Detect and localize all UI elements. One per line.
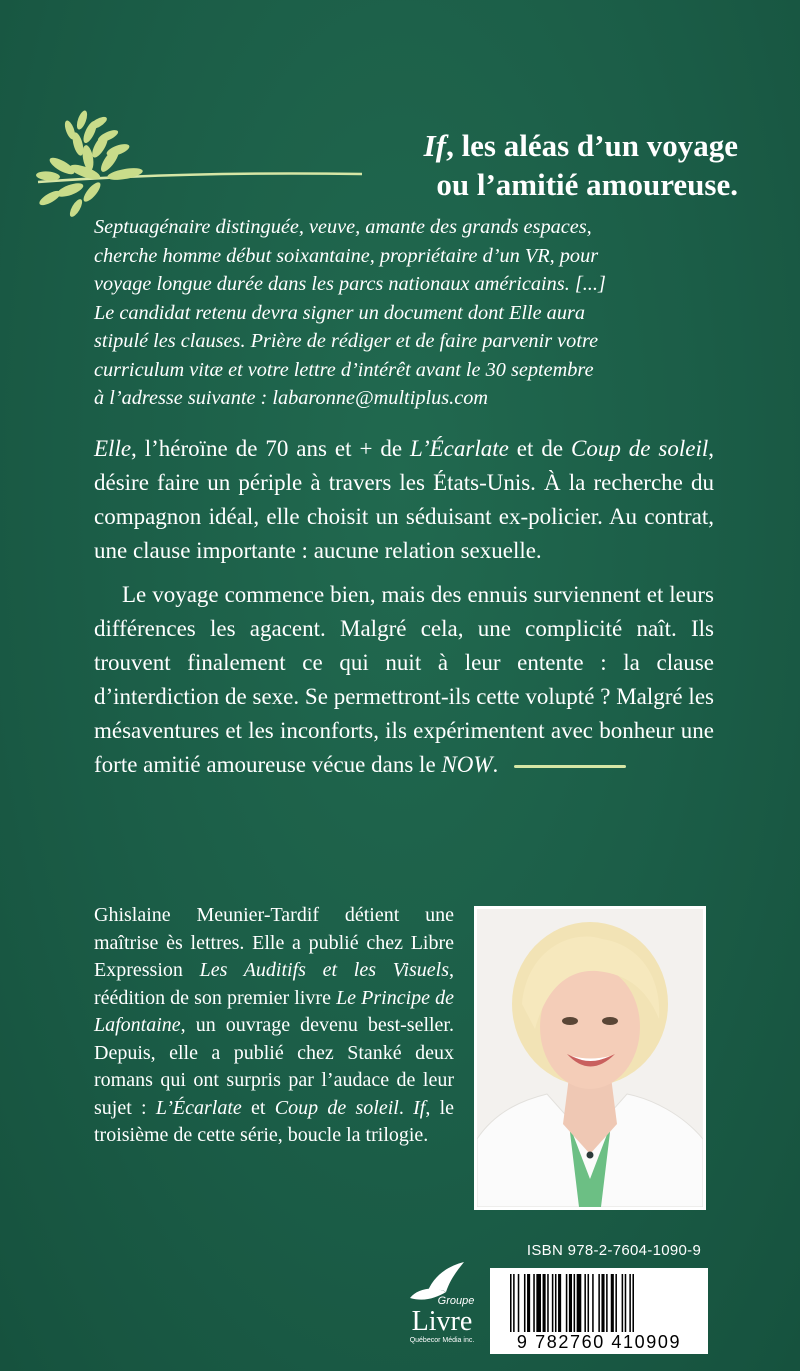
barcode-bar: [632, 1274, 634, 1332]
barcode-bar: [615, 1274, 617, 1332]
barcode-bar: [555, 1274, 557, 1332]
classified-ad: [94, 213, 714, 413]
author-portrait: [477, 909, 703, 1207]
barcode-bar: [584, 1274, 586, 1332]
barcode-bar: [510, 1274, 512, 1332]
ad-line: voyage longue durée dans les parcs nationaux américains. [...]: [94, 273, 606, 295]
barcode-bar: [566, 1274, 568, 1332]
barcode-bar: [547, 1274, 549, 1332]
publisher-groupe: Groupe: [437, 1295, 475, 1307]
barcode-bars: [506, 1274, 702, 1334]
barcode-bar: [611, 1274, 614, 1332]
barcode-bar: [536, 1274, 541, 1332]
barcode-bar: [622, 1274, 624, 1332]
synopsis-paragraph-1: Elle, l’héroïne de 70 ans et + de L’Écarlate et de Coup de soleil, désire faire un périple à travers les États-Unis. À la recherche du compagnon idéal, elle choisit un séduisant ex-policier. Au contrat, une clause importante : aucune relation sexuelle.: [94, 436, 715, 563]
barcode-bar: [533, 1274, 535, 1332]
barcode: [490, 1268, 708, 1354]
barcode-bar: [574, 1274, 576, 1332]
barcode-bar: [588, 1274, 590, 1332]
barcode-bar: [527, 1274, 530, 1332]
author-bio: [94, 902, 454, 1150]
barcode-bar: [569, 1274, 572, 1332]
ad-line: curriculum vitæ et votre lettre d’intérêt avant le 30 septembre: [94, 358, 594, 381]
barcode-bar: [552, 1274, 554, 1332]
publisher-logo: [396, 1258, 488, 1358]
title-if: If: [423, 128, 447, 163]
barcode-bar: [629, 1274, 631, 1332]
cover-heading: [318, 126, 738, 204]
barcode-bar: [518, 1274, 520, 1332]
barcode-bar: [558, 1274, 561, 1332]
author-bio-text: Ghislaine Meunier-Tardif détient une maîtrise ès lettres. Elle a publié chez Libre Expression Les Auditifs et les Visuels, réédition de son premier livre Le Principe de Lafontaine, un ouvrage devenu best-seller. Depuis, elle a publié chez Stanké deux romans qui ont surpris par l’audace de leur sujet : L’Écarlate et Coup de soleil. If, le troisième de cette série, boucle la trilogie.: [94, 904, 455, 1146]
synopsis-paragraph-2: Le voyage commence bien, mais des ennuis surviennent et leurs différences les agacent. Malgré cela, une complicité naît. Ils trouvent finalement ce qui nuit à leur entente : la clause d’interdiction de sexe. Se permettront-ils cette volupté ? Malgré les mésaventures et les inconforts, ils expérimentent avec bonheur une forte amitié amoureuse vécue dans le NOW.: [94, 582, 714, 777]
publisher-subtitle: Québecor Média inc.: [409, 1337, 475, 1344]
barcode-bar: [625, 1274, 627, 1332]
barcode-bar: [592, 1274, 594, 1332]
heading-line-2: ou l’amitié amoureuse.: [436, 167, 738, 202]
author-photo: [474, 906, 706, 1210]
synopsis: [94, 432, 714, 782]
barcode-bar: [524, 1274, 526, 1332]
barcode-bar: [598, 1274, 600, 1332]
ad-line: cherche homme début soixantaine, propriétaire d’un VR, pour: [94, 244, 599, 267]
ad-line: Septuagénaire distinguée, veuve, amante des grands espaces,: [94, 216, 592, 238]
ad-line: stipulé les clauses. Prière de rédiger et de faire parvenir votre: [94, 330, 599, 352]
barcode-bar: [513, 1274, 515, 1332]
ad-line: à l’adresse suivante : labaronne@multiplus.com: [94, 387, 488, 409]
portrait-illustration: [477, 909, 703, 1207]
publisher-livre: Livre: [411, 1306, 473, 1337]
end-rule: [514, 765, 626, 768]
barcode-digits: 9 782760 410909: [516, 1332, 682, 1352]
barcode-bar: [543, 1274, 546, 1332]
barcode-bar: [601, 1274, 604, 1332]
barcode-bar: [606, 1274, 608, 1332]
isbn-label: ISBN 978-2-7604-1090-9: [526, 1242, 702, 1259]
barcode-bar: [577, 1274, 582, 1332]
ad-line: Le candidat retenu devra signer un document dont Elle aura: [94, 301, 585, 324]
heading-line-1: If, les aléas d’un voyage: [423, 128, 738, 163]
